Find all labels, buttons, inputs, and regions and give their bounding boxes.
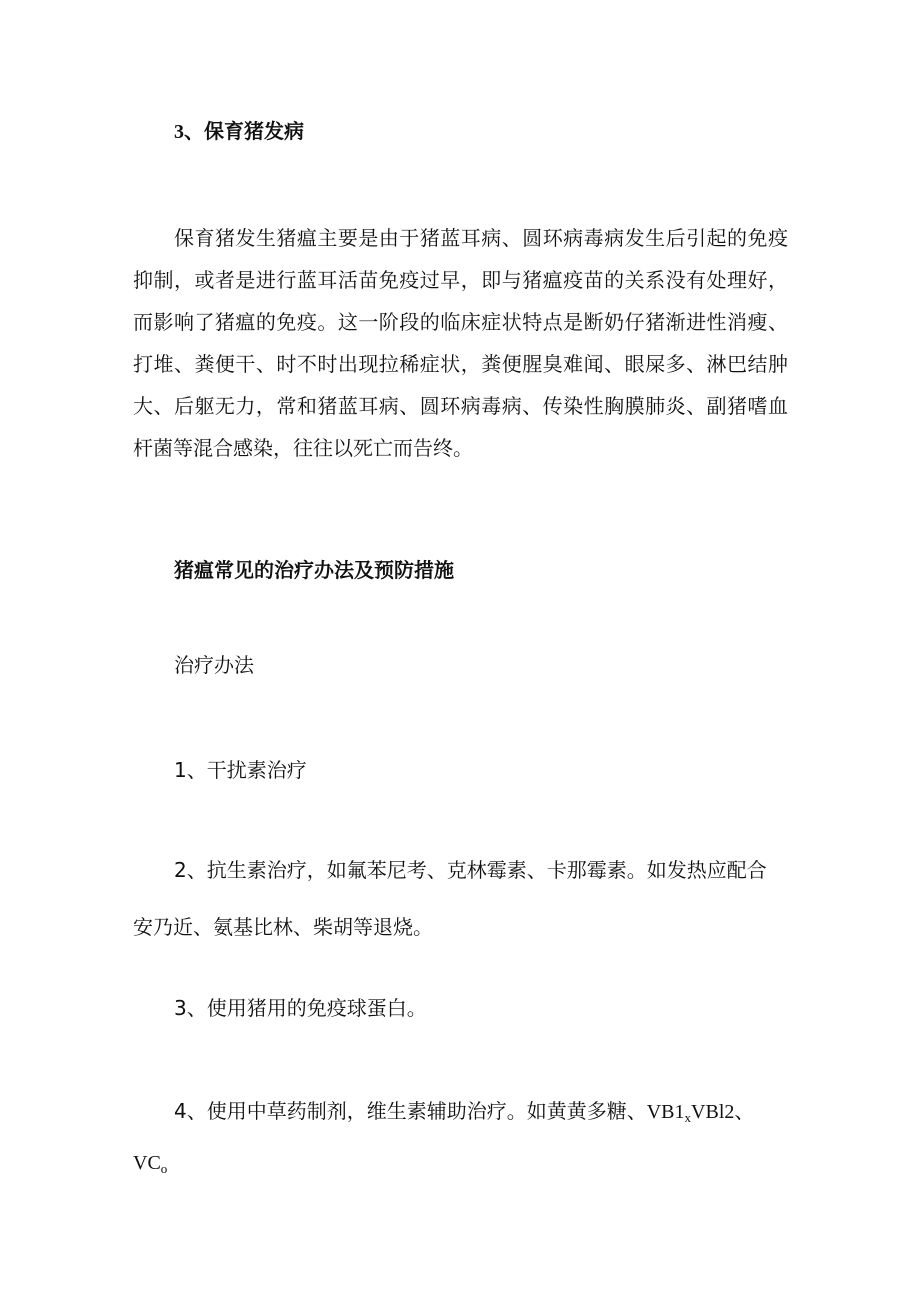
- treatment-item-2-line-2: 安乃近、氨基比林、柴胡等退烧。: [133, 915, 433, 939]
- section-heading-text: 、保育猪发病: [184, 119, 304, 143]
- treatment-item-1: 1、干扰素治疗: [174, 758, 307, 782]
- section-paragraph: 保育猪发生猪瘟主要是由于猪蓝耳病、圆环病毒病发生后引起的免疫抑制，或者是进行蓝耳活苗免疫过早，即与猪瘟疫苗的关系没有处理好，而影响了猪瘟的免疫。这一阶段的临床症状特点是断奶仔猪渐进性消瘦、打堆、粪便干、时不时出现拉稀症状，粪便腥臭难闻、眼屎多、淋巴结肿大、后躯无力，常和猪蓝耳病、圆环病毒病、传染性胸膜肺炎、副猪嗜血杆菌等混合感染，往往以死亡而告终。: [133, 226, 788, 460]
- treatment-item-3: 3、使用猪用的免疫球蛋白。: [174, 996, 427, 1020]
- treatment-item-4-text: 4、使用中草药制剂，维生素辅助治疗。如黄黄多糖、: [174, 1099, 647, 1123]
- vitamin-vc-subscript: o: [160, 1161, 168, 1176]
- vitamin-vc: VC: [133, 1152, 161, 1174]
- treatment-item-4-line-1: [174, 1097, 754, 1132]
- vitamin-vb1-subscript: x: [684, 1110, 692, 1125]
- treatment-subtitle: 治疗办法: [174, 653, 254, 677]
- section-heading-number: 3: [174, 121, 184, 143]
- treatment-title: 猪瘟常见的治疗办法及预防措施: [174, 558, 454, 582]
- vitamin-vbl2: VBl2、: [691, 1101, 755, 1123]
- section-heading: [174, 117, 304, 146]
- vitamin-vb1: VB1: [646, 1101, 685, 1123]
- treatment-item-4-line-2: [133, 1148, 167, 1183]
- treatment-item-2-line-1: 2、抗生素治疗，如氟苯尼考、克林霉素、卡那霉素。如发热应配合: [174, 858, 767, 882]
